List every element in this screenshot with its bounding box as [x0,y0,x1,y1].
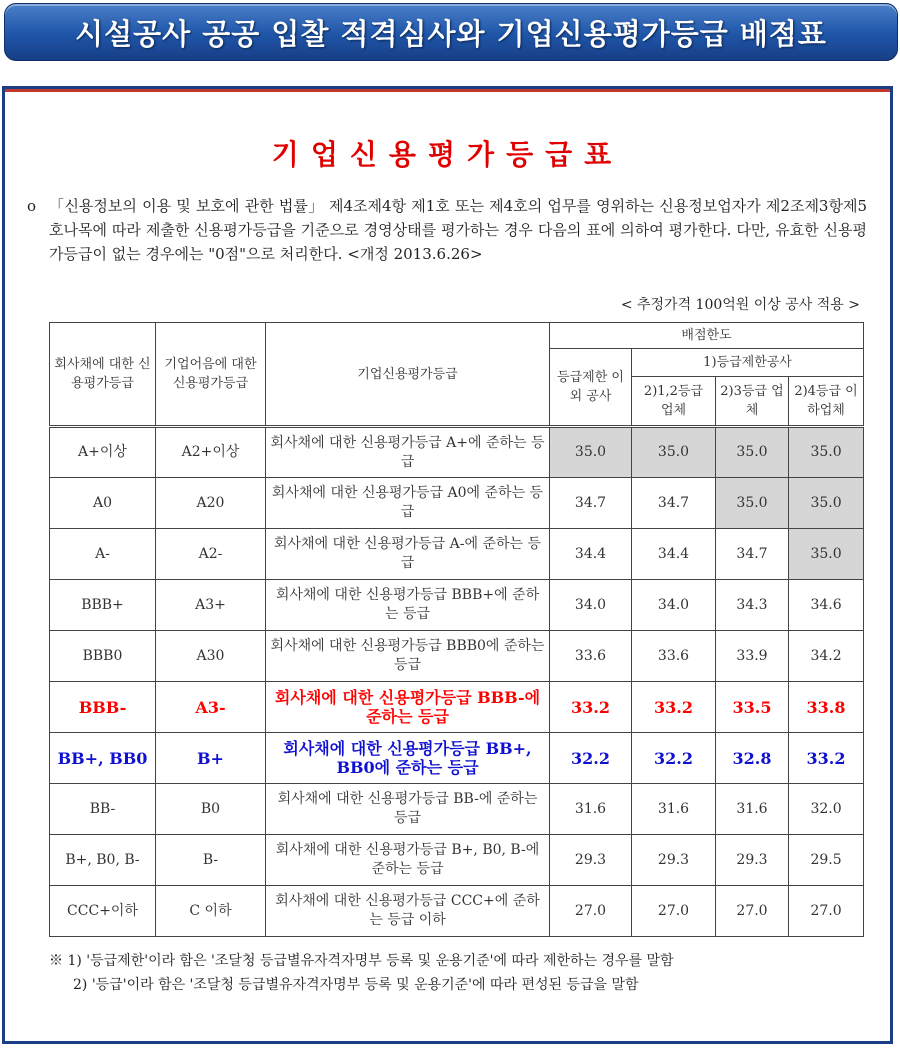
grade-desc-cell: 회사채에 대한 신용평가등급 A-에 준하는 등급 [266,529,550,580]
score-cell: 35.0 [550,427,632,478]
table-row [50,835,864,886]
score-cell: 34.7 [716,529,789,580]
score-cell: 31.6 [550,784,632,835]
score-cell: 34.7 [550,478,632,529]
header-cp-grade: 기업어음에 대한 신용평가등급 [156,323,266,427]
table-row [50,529,864,580]
grade-desc-cell: 회사채에 대한 신용평가등급 BB-에 준하는 등급 [266,784,550,835]
grade-desc-cell: 회사채에 대한 신용평가등급 CCC+에 준하는 등급 이하 [266,886,550,937]
banner-title: 시설공사 공공 입찰 적격심사와 기업신용평가등급 배점표 [75,16,827,51]
score-cell: 34.0 [550,580,632,631]
score-cell: 35.0 [716,478,789,529]
score-cell: 33.5 [716,682,789,733]
score-cell: 35.0 [789,427,864,478]
score-cell: 33.6 [632,631,716,682]
bond-grade-cell: A0 [50,478,156,529]
grade-desc-cell: 회사채에 대한 신용평가등급 B+, B0, B-에 준하는 등급 [266,835,550,886]
score-cell: 34.7 [632,478,716,529]
bond-grade-cell: B+, B0, B- [50,835,156,886]
score-cell: 33.6 [550,631,632,682]
table-row [50,784,864,835]
score-cell: 32.8 [716,733,789,784]
score-cell: 29.3 [550,835,632,886]
footnote-2: 2) '등급'이라 함은 '조달청 등급별유자격자명부 등록 및 운용기준'에 따라 편성된 등급을 말함 [73,977,639,993]
table-row [50,631,864,682]
grade-desc-cell: 회사채에 대한 신용평가등급 BBB-에 준하는 등급 [266,682,550,733]
score-cell: 34.6 [789,580,864,631]
table-row [50,580,864,631]
scope-note: < 추정가격 100억원 이상 공사 적용 > [620,297,860,313]
cp-grade-cell: A2+이상 [156,427,266,478]
cp-grade-cell: A3- [156,682,266,733]
score-cell: 33.2 [632,682,716,733]
score-cell: 29.3 [632,835,716,886]
grade-desc-cell: 회사채에 대한 신용평가등급 BBB+에 준하는 등급 [266,580,550,631]
bond-grade-cell: BBB+ [50,580,156,631]
score-cell: 33.2 [789,733,864,784]
score-cell: 31.6 [716,784,789,835]
score-cell: 32.2 [632,733,716,784]
header-grade-3: 2)3등급 업체 [716,377,789,427]
table-row-highlight-blue [50,733,864,784]
intro-text: 「신용정보의 이용 및 보호에 관한 법률」 제4조제4항 제1호 또는 제4호의 업무를 영위하는 신용정보업자가 제2조제3항제5호나목에 따라 제출한 신용평가등급을 기준으로 경영상태를 평가하는 경우 다음의 표에 의하여 평가한다. 다만, 유효한 신용평가등급이 없는 경우에는 "0점"으로 처리한다. <개정 2013.6.26> [49,197,867,263]
bond-grade-cell: A+이상 [50,427,156,478]
document-frame [2,86,893,1044]
score-cell: 34.0 [632,580,716,631]
score-cell: 35.0 [632,427,716,478]
grade-desc-cell: 회사채에 대한 신용평가등급 BB+, BB0에 준하는 등급 [266,733,550,784]
page-banner [4,3,898,61]
footnote-1: ※ 1) '등급제한'이라 함은 '조달청 등급별유자격자명부 등록 및 운용기준'에 따라 제한하는 경우를 말함 [49,953,674,969]
score-cell: 33.8 [789,682,864,733]
bond-grade-cell: A- [50,529,156,580]
score-cell: 29.5 [789,835,864,886]
bond-grade-cell: BBB0 [50,631,156,682]
score-cell: 35.0 [716,427,789,478]
bond-grade-cell: CCC+이하 [50,886,156,937]
score-cell: 35.0 [789,478,864,529]
score-cell: 32.2 [550,733,632,784]
table-row [50,886,864,937]
header-corp-grade: 기업신용평가등급 [266,323,550,427]
table-row [50,427,864,478]
bond-grade-cell: BBB- [50,682,156,733]
score-cell: 27.0 [789,886,864,937]
score-cell: 33.2 [550,682,632,733]
intro-paragraph [27,194,867,266]
cp-grade-cell: A30 [156,631,266,682]
header-bond-grade: 회사채에 대한 신용평가등급 [50,323,156,427]
table-row-highlight-red [50,682,864,733]
score-cell: 34.2 [789,631,864,682]
bond-grade-cell: BB+, BB0 [50,733,156,784]
table-row [50,478,864,529]
score-cell: 31.6 [632,784,716,835]
credit-grade-table [49,322,864,937]
document-title: 기업신용평가등급표 [271,138,624,171]
cp-grade-cell: B- [156,835,266,886]
bond-grade-cell: BB- [50,784,156,835]
cp-grade-cell: A20 [156,478,266,529]
header-score-limit: 배점한도 [550,323,864,349]
cp-grade-cell: B+ [156,733,266,784]
score-cell: 32.0 [789,784,864,835]
score-cell: 27.0 [550,886,632,937]
header-restricted: 1)등급제한공사 [632,349,864,377]
score-cell: 35.0 [789,529,864,580]
cp-grade-cell: C 이하 [156,886,266,937]
header-grade-4-below: 2)4등급 이하업체 [789,377,864,427]
score-cell: 34.4 [632,529,716,580]
score-cell: 34.4 [550,529,632,580]
frame-top-rule [5,89,890,92]
score-cell: 33.9 [716,631,789,682]
cp-grade-cell: A3+ [156,580,266,631]
cp-grade-cell: B0 [156,784,266,835]
grade-desc-cell: 회사채에 대한 신용평가등급 A+에 준하는 등급 [266,427,550,478]
header-non-restricted: 등급제한 이외 공사 [550,349,632,427]
score-cell: 27.0 [716,886,789,937]
header-grade-1-2: 2)1,2등급 업체 [632,377,716,427]
score-cell: 34.3 [716,580,789,631]
footnotes [49,949,867,997]
bullet-icon: o [27,197,37,215]
score-cell: 27.0 [632,886,716,937]
cp-grade-cell: A2- [156,529,266,580]
score-cell: 29.3 [716,835,789,886]
grade-desc-cell: 회사채에 대한 신용평가등급 BBB0에 준하는 등급 [266,631,550,682]
grade-desc-cell: 회사채에 대한 신용평가등급 A0에 준하는 등급 [266,478,550,529]
